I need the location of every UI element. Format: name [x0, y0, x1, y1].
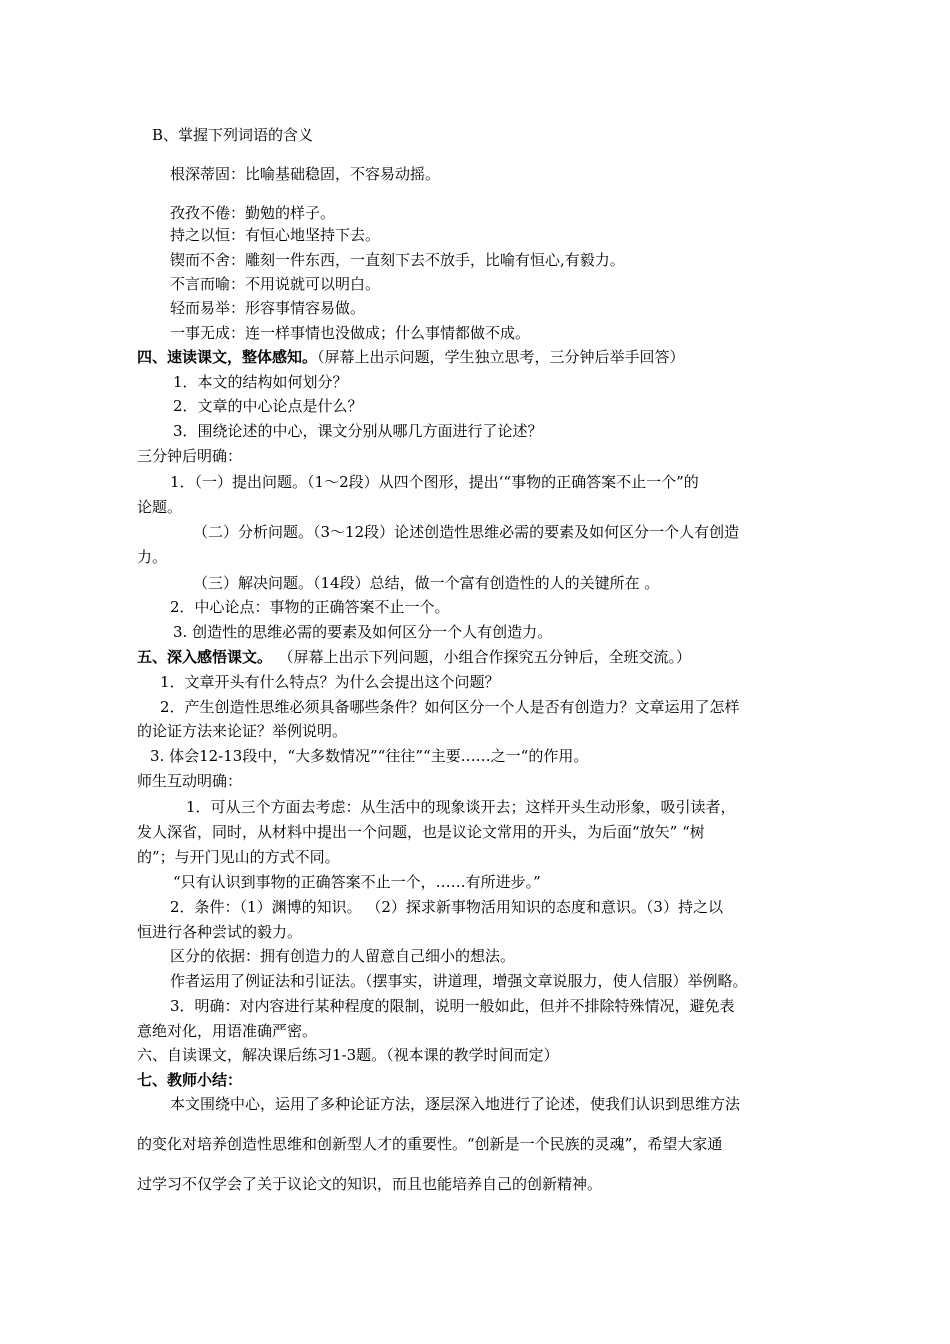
answer-intro: 三分钟后明确：	[137, 447, 243, 465]
question: 3. 体会12-13段中，“大多数情况”“往往”“主要……之一“的作用。	[150, 747, 589, 765]
vocab-item: 一事无成：连一样事情也没做成；什么事情都做不成。	[170, 324, 531, 342]
vocab-item: 轻而易举：形容事情容易做。	[170, 299, 366, 317]
section-4-note: （屏幕上出示问题，学生独立思考，三分钟后举手回答）	[317, 348, 685, 366]
section-6-heading: 六、自读课文，解决课后练习1-3题。（视本课的教学时间而定）	[137, 1046, 559, 1064]
vocab-heading: B、掌握下列词语的含义	[152, 126, 314, 144]
answer-line: （二）分析问题。（3～12段）论述创造性思维必需的要素及如何区分一个人有创造	[193, 523, 740, 541]
vocab-item: 孜孜不倦：勤勉的样子。	[170, 204, 336, 222]
vocab-item: 锲而不舍：雕刻一件东西，一直刻下去不放手，比喻有恒心,有毅力。	[170, 251, 625, 269]
section-5-heading	[137, 647, 691, 667]
vocab-item: 不言而喻：不用说就可以明白。	[170, 275, 381, 293]
question: 的论证方法来论证？举例说明。	[137, 722, 348, 740]
question: 3．围绕论述的中心，课文分别从哪几方面进行了论述？	[173, 422, 543, 440]
question: 2．文章的中心论点是什么？	[173, 397, 363, 415]
summary-line: 的变化对培养创造性思维和创新型人才的重要性。“创新是一个民族的灵魂”，希望大家通	[137, 1135, 723, 1153]
summary-line: 过学习不仅学会了关于议论文的知识，而且也能培养自己的创新精神。	[137, 1175, 603, 1193]
answer-line: 1．可从三个方面去考虑：从生活中的现象谈开去；这样开头生动形象，吸引读者，	[186, 798, 736, 816]
question: 1．文章开头有什么特点？为什么会提出这个问题？	[160, 673, 500, 691]
answer-line: 3．明确：对内容进行某种程度的限制，说明一般如此，但并不排除特殊情况，避免表	[170, 997, 735, 1015]
answer-line: 2．条件：（1）渊博的知识。 （2）探求新事物活用知识的态度和意识。（3）持之以	[170, 898, 723, 916]
answer-line: 1．（一）提出问题。（1～2段）从四个图形，提出‘“事物的正确答案不止一个”的	[170, 473, 699, 491]
section-5-note: （屏幕上出示下列问题，小组合作探究五分钟后，全班交流。）	[286, 648, 692, 666]
question: 2．产生创造性思维必须具备哪些条件？如何区分一个人是否有创造力？文章运用了怎样	[160, 698, 740, 716]
summary-line: 本文围绕中心，运用了多种论证方法，逐层深入地进行了论述，使我们认识到思维方法	[170, 1095, 741, 1113]
question: 1．本文的结构如何划分？	[173, 373, 348, 391]
section-4-heading	[137, 347, 685, 367]
answer-line: 的”；与开门见山的方式不同。	[137, 848, 340, 866]
answer-line: 力。	[137, 548, 168, 566]
answer-line: “只有认识到事物的正确答案不止一个，……有所进步。”	[173, 873, 541, 891]
answer-line: 意绝对化，用语准确严密。	[137, 1022, 318, 1040]
answer-line: 论题。	[137, 498, 183, 516]
answer-line: 恒进行各种尝试的毅力。	[137, 923, 303, 941]
answer-line: 发人深省，同时，从材料中提出一个问题，也是议论文常用的开头，为后面“放矢” “树	[137, 823, 705, 841]
answer-line: 2．中心论点：事物的正确答案不止一个。	[170, 598, 450, 616]
section-7-title: 七、教师小结：	[137, 1071, 243, 1089]
section-4-title: 四、速读课文，整体感知。	[137, 348, 318, 366]
vocab-item: 根深蒂固：比喻基础稳固，不容易动摇。	[170, 165, 441, 183]
answer-line: 作者运用了例证法和引证法。（摆事实，讲道理，增强文章说服力，使人信服）举例略。	[170, 972, 748, 990]
answer-line: 3. 创造性的思维必需的要素及如何区分一个人有创造力。	[173, 623, 553, 641]
answer-intro: 师生互动明确：	[137, 772, 243, 790]
vocab-item: 持之以恒：有恒心地坚持下去。	[170, 226, 381, 244]
section-5-title: 五、深入感悟课文。	[137, 648, 273, 666]
answer-line: （三）解决问题。（14段）总结，做一个富有创造性的人的关键所在 。	[193, 574, 660, 592]
answer-line: 区分的依据：拥有创造力的人留意自己细小的想法。	[170, 947, 516, 965]
